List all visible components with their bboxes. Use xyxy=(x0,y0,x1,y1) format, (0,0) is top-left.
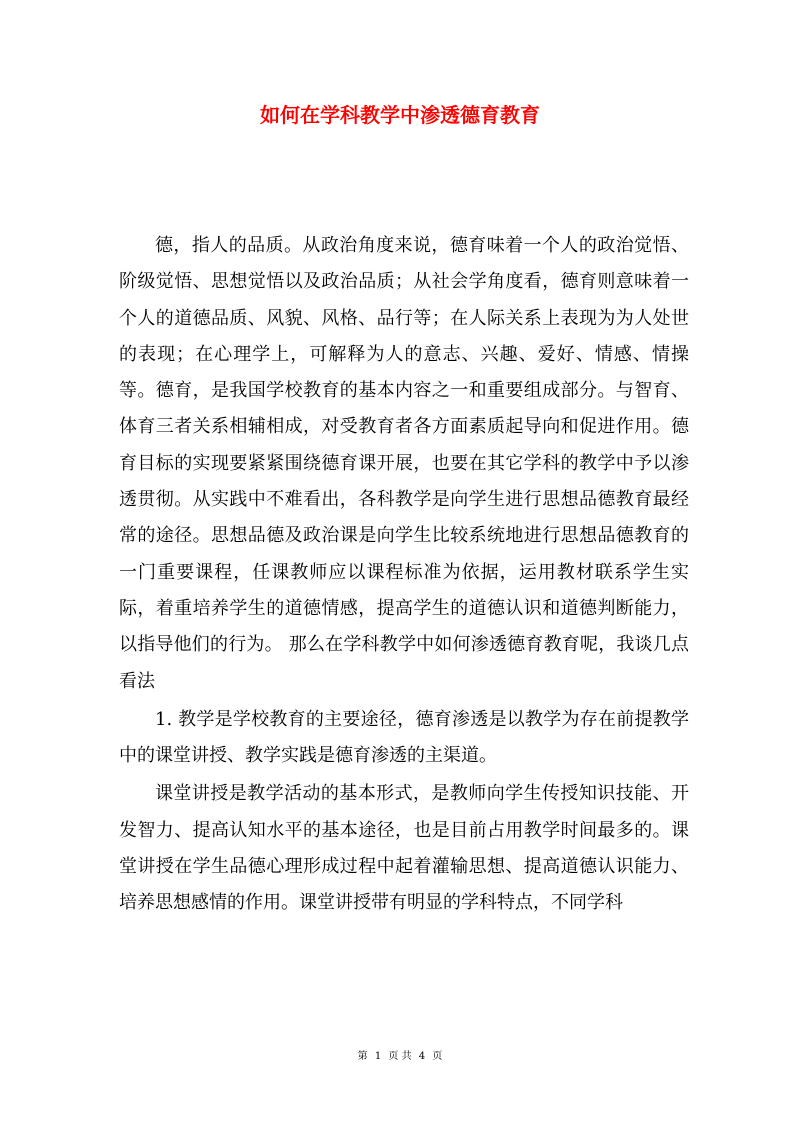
current-page-number: 1 xyxy=(374,1051,382,1062)
paragraph-point-1: 1. 教学是学校教育的主要途径，德育渗透是以教学为存在前提教学中的课堂讲授、教学实践是德育渗透的主渠道。 xyxy=(119,708,689,767)
total-pages-number: 4 xyxy=(418,1051,426,1062)
document-title: 如何在学科教学中渗透德育教育 xyxy=(260,103,540,127)
paragraph-classroom: 课堂讲授是教学活动的基本形式，是教师向学生传授知识技能、开发智力、提高认知水平的基本途径，也是目前占用教学时间最多的。课堂讲授在学生品德心理形成过程中起着灌输思想、提高道德认识能力、培养思想感情的作用。课堂讲授带有明显的学科特点，不同学科 xyxy=(119,783,689,914)
page-label-mid: 页 共 xyxy=(388,1051,412,1062)
document-body xyxy=(119,228,689,922)
paragraph-intro: 德，指人的品质。从政治角度来说，德育味着一个人的政治觉悟、阶级觉悟、思想觉悟以及政治品质；从社会学角度看，德育则意味着一个人的道德品质、风貌、风格、品行等；在人际关系上表现为为人处世的表现；在心理学上，可解释为人的意志、兴趣、爱好、情感、情操等。德育，是我国学校教育的基本内容之一和重要组成部分。与智育、体育三者关系相辅相成，对受教育者各方面素质起导向和促进作用。德育目标的实现要紧紧围绕德育课开展，也要在其它学科的教学中予以渗透贯彻。从实践中不难看出，各科教学是向学生进行思想品德教育最经常的途径。思想品德及政治课是向学生比较系统地进行思想品德教育的一门重要课程，任课教师应以课程标准为依据，运用教材联系学生实际，着重培养学生的道德情感，提高学生的道德认识和道德判断能力，以指导他们的行为。 那么在学科教学中如何渗透德育教育呢，我谈几点看法 xyxy=(119,235,689,692)
page-label-suffix: 页 xyxy=(432,1051,443,1062)
page-label-prefix: 第 xyxy=(357,1051,368,1062)
page-footer xyxy=(0,1050,800,1064)
